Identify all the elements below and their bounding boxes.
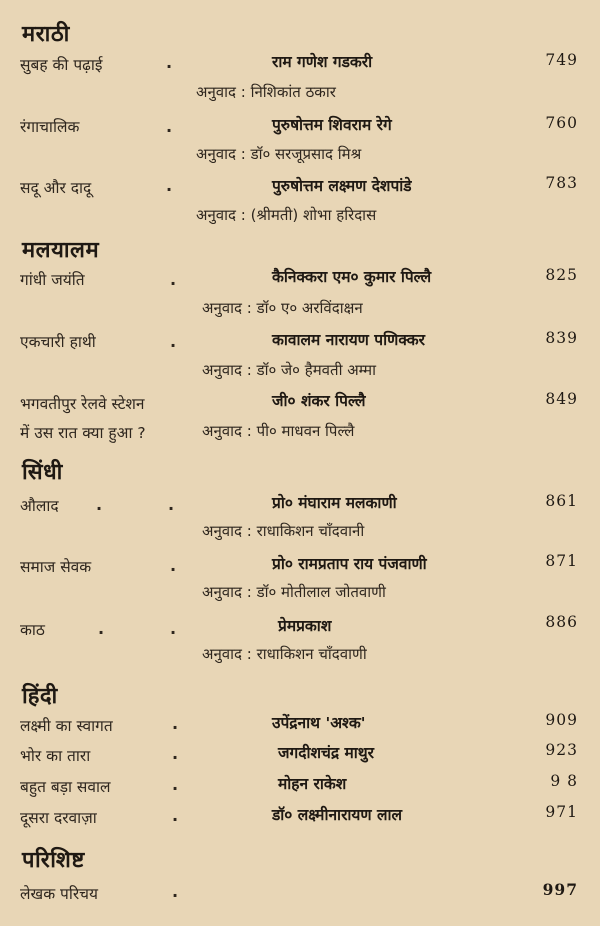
- entry-title: रंगाचालिक: [20, 118, 80, 136]
- entry-title: लेखक परिचय: [20, 885, 99, 903]
- leader-dot: .: [168, 495, 175, 514]
- leader-dot: .: [172, 806, 179, 825]
- section-heading-appendix: परिशिष्ट: [22, 848, 85, 873]
- entry-page: 923: [545, 741, 578, 759]
- entry-page: 825: [545, 266, 578, 284]
- entry-author: राम गणेश गडकरी: [272, 53, 373, 71]
- section-heading-marathi: मराठी: [22, 22, 70, 47]
- leader-dot: .: [170, 619, 177, 638]
- entry-page: 839: [545, 329, 578, 347]
- leader-dot: .: [170, 556, 177, 575]
- entry-author: मोहन राकेश: [278, 775, 347, 793]
- entry-author: प्रेमप्रकाश: [278, 617, 332, 635]
- entry-translator: अनुवाद : डॉ० ए० अरविंदाक्षन: [202, 299, 363, 317]
- entry-translator: अनुवाद : डॉ० सरजूप्रसाद मिश्र: [196, 145, 362, 163]
- entry-page: 886: [545, 613, 578, 631]
- leader-dot: .: [172, 882, 179, 901]
- entry-page: 749: [545, 51, 578, 69]
- leader-dot: .: [170, 332, 177, 351]
- entry-author: पुरुषोत्तम लक्ष्मण देशपांडे: [272, 177, 412, 195]
- entry-title: लक्ष्मी का स्वागत: [20, 717, 113, 735]
- leader-dot: .: [172, 775, 179, 794]
- entry-title: औलाद: [20, 497, 59, 515]
- entry-author: प्रो० रामप्रताप राय पंजवाणी: [272, 555, 427, 573]
- entry-author: कावालम नारायण पणिक्कर: [272, 331, 426, 349]
- entry-page: 760: [545, 114, 578, 132]
- entry-translator: अनुवाद : (श्रीमती) शोभा हरिदास: [196, 206, 377, 224]
- entry-page: 783: [545, 174, 578, 192]
- entry-page: 909: [545, 711, 578, 729]
- entry-title: बहुत बड़ा सवाल: [20, 778, 111, 796]
- entry-page: 861: [545, 492, 578, 510]
- entry-translator: अनुवाद : पी० माधवन पिल्लै: [202, 422, 355, 440]
- entry-page: 971: [545, 803, 578, 821]
- entry-page: 9 8: [550, 772, 578, 790]
- entry-translator: अनुवाद : डॉ० मोतीलाल जोतवाणी: [202, 583, 386, 601]
- entry-translator: अनुवाद : राधाकिशन चाँदवाणी: [202, 645, 367, 663]
- entry-page: 871: [545, 552, 578, 570]
- leader-dot: .: [172, 714, 179, 733]
- section-heading-hindi: हिंदी: [22, 684, 58, 709]
- entry-author: उपेंद्रनाथ 'अश्क': [272, 714, 366, 732]
- entry-title: काठ: [20, 621, 45, 639]
- entry-title: दूसरा दरवाज़ा: [20, 809, 97, 827]
- leader-dot: .: [166, 53, 173, 72]
- entry-translator: अनुवाद : निशिकांत ठकार: [196, 83, 336, 101]
- entry-author: कैनिक्करा एम० कुमार पिल्लै: [272, 268, 432, 286]
- entry-author: जी० शंकर पिल्लै: [272, 392, 366, 410]
- entry-title-line2: में उस रात क्या हुआ ?: [20, 424, 146, 442]
- entry-title: भगवतीपुर रेलवे स्टेशन: [20, 395, 145, 413]
- entry-page: 997: [542, 880, 578, 899]
- leader-dot: .: [166, 176, 173, 195]
- leader-dot: .: [172, 744, 179, 763]
- leader-dot: .: [166, 117, 173, 136]
- entry-title: गांधी जयंति: [20, 271, 85, 289]
- leader-dot: .: [170, 270, 177, 289]
- entry-title: भोर का तारा: [20, 747, 91, 765]
- section-heading-sindhi: सिंधी: [22, 460, 63, 485]
- leader-dot: .: [98, 619, 105, 638]
- entry-author: पुरुषोत्तम शिवराम रेगे: [272, 116, 392, 134]
- entry-page: 849: [545, 390, 578, 408]
- entry-author: जगदीशचंद्र माथुर: [278, 744, 375, 762]
- entry-author: डॉ० लक्ष्मीनारायण लाल: [272, 806, 403, 824]
- leader-dot: .: [96, 495, 103, 514]
- entry-translator: अनुवाद : डॉ० जे० हैमवती अम्मा: [202, 361, 377, 379]
- entry-title: सदू और दादू: [20, 179, 92, 197]
- entry-translator: अनुवाद : राधाकिशन चाँदवानी: [202, 522, 365, 540]
- entry-author: प्रो० मंघाराम मलकाणी: [272, 494, 397, 512]
- entry-title: एकचारी हाथी: [20, 333, 96, 351]
- entry-title: सुबह की पढ़ाई: [20, 56, 103, 74]
- entry-title: समाज सेवक: [20, 558, 92, 576]
- section-heading-malayalam: मलयालम: [22, 238, 100, 263]
